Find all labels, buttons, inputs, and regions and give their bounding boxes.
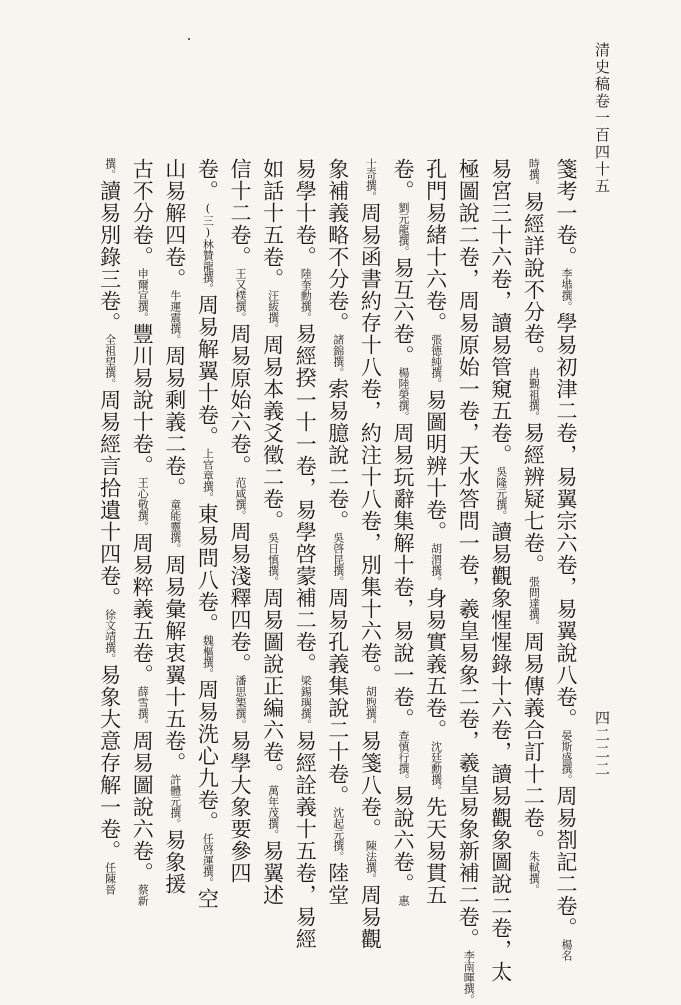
book-title-text: 周易孔義集說二十卷。: [325, 587, 350, 807]
text-column: [483, 158, 517, 983]
book-title-text: 豐川易說十卷。: [130, 323, 155, 477]
book-title-text: 易經詮義十五卷，易經: [293, 730, 318, 950]
book-title-text: 周易解翼十卷。: [195, 294, 220, 448]
text-column: [92, 158, 126, 895]
book-title-text: 陸堂: [325, 862, 350, 906]
author-annotation: 張問達撰。: [527, 576, 541, 631]
book-title-text: 周易函書約存十八卷，約注十八卷，別集十六卷。: [358, 202, 383, 686]
book-title-text: 信十二卷。: [228, 158, 252, 268]
book-title-text: 周易粹義五卷。: [130, 532, 155, 686]
book-title-text: 易箋八卷。: [358, 730, 383, 840]
book-title-text: 周易圖說六卷。: [130, 730, 155, 884]
author-annotation: 楊名: [560, 939, 573, 961]
text-column: [124, 158, 158, 906]
author-annotation: 汪紱撰。: [266, 290, 280, 334]
text-column: [352, 158, 386, 950]
author-annotation: 潘思榘撰。: [234, 675, 247, 730]
book-title-text: 山易解四卷。: [162, 158, 187, 290]
author-annotation: 陸奎勳撰。: [299, 268, 313, 323]
author-annotation: 冉覲祖撰。: [527, 367, 541, 422]
book-title-text: 箋考一卷。: [554, 158, 578, 268]
author-annotation: 徐文靖撰。: [103, 609, 117, 664]
author-annotation: 許體元撰。: [168, 774, 182, 829]
author-annotation: 范咸撰。: [234, 477, 247, 521]
author-annotation: 沈廷勳撰。: [429, 741, 443, 796]
book-title-text: 空: [195, 888, 220, 910]
author-annotation: 楊陸榮撰。: [397, 367, 410, 422]
author-annotation: 晏斯盛撰。: [560, 730, 573, 785]
author-annotation: 蔡新: [136, 884, 150, 906]
book-title-text: 周易原始六卷。: [228, 323, 252, 477]
author-annotation: 全祖望撰。: [103, 334, 117, 389]
author-annotation: 胡煦撰。: [364, 686, 378, 730]
text-column: [548, 158, 582, 961]
book-title-text: 讀易觀象惺惺錄十六卷，讀易觀象圖說二卷，太: [488, 521, 513, 983]
author-annotation: (三)林贊龍撰。: [201, 202, 215, 294]
author-annotation: 查慎行撰。: [397, 730, 410, 785]
book-title-text: 如話十五卷。: [260, 158, 285, 290]
book-title-text: 易圖明辨十卷。: [423, 389, 448, 543]
author-annotation: 任陳晉: [103, 862, 117, 895]
author-annotation: 牛運震撰。: [168, 290, 182, 345]
book-title-text: 易互六卷。: [391, 257, 415, 367]
book-title-text: 學易初津二卷，易翼宗六卷，易翼說八卷。: [554, 312, 578, 730]
book-title-text: 易學十卷。: [293, 158, 318, 268]
book-title-text: 易經詳說不分卷。: [521, 191, 546, 367]
author-annotation: 時撰。: [527, 158, 541, 191]
book-title-text: 周易彙解衷翼十五卷。: [162, 554, 187, 774]
book-title-text: 索易臆說二卷。: [325, 378, 350, 532]
author-annotation: 魏樞撰。: [201, 635, 215, 679]
book-title-text: 易象大意存解一卷。: [97, 664, 122, 862]
book-title-text: 周易淺釋四卷。: [228, 521, 252, 675]
text-column: [385, 158, 419, 906]
book-title-text: 周易本義爻徵二卷。: [260, 334, 285, 532]
author-annotation: 吳日慎撰。: [266, 532, 280, 587]
author-annotation: 士奇撰。: [364, 158, 378, 202]
text-column: [287, 158, 321, 950]
book-title-text: 易說六卷。: [391, 785, 415, 895]
running-header-title: 清史稿卷一百四十五: [593, 42, 611, 195]
author-annotation: 撰。: [103, 158, 117, 180]
book-title-text: 讀易別錄三卷。: [97, 180, 122, 334]
author-annotation: 胡渭撰。: [429, 543, 443, 587]
book-title-text: 易翼述: [260, 840, 285, 906]
text-column: [418, 158, 452, 906]
author-annotation: 萬年茂撰。: [266, 785, 280, 840]
page-number: 四二二二: [593, 710, 611, 778]
text-column: [515, 158, 549, 895]
book-title-text: 周易經言拾遺十四卷。: [97, 389, 122, 609]
book-title-text: 孔門易緒十六卷。: [423, 158, 448, 334]
author-annotation: 王又樸撰。: [234, 268, 247, 323]
book-title-text: 易經揆一十一卷，易學啓蒙補二卷。: [293, 323, 318, 675]
book-title-text: 周易剩義二卷。: [162, 345, 187, 499]
book-title-text: 周易圖說正編六卷。: [260, 587, 285, 785]
book-title-text: 東易問八卷。: [195, 503, 220, 635]
author-annotation: 李南暉撰。: [462, 950, 476, 1005]
author-annotation: 童能靈撰。: [168, 499, 182, 554]
text-column: [255, 158, 289, 906]
author-annotation: 諸錦撰。: [331, 334, 345, 378]
book-title-text: 周易玩辭集解十卷，易說一卷。: [391, 422, 415, 730]
book-title-text: 身易實義五卷。: [423, 587, 448, 741]
book-title-text: 周易觀: [358, 884, 383, 950]
author-annotation: 沈起元撰。: [331, 807, 345, 862]
author-annotation: 申爾宣撰。: [136, 268, 150, 323]
author-annotation: 李塨撰。: [560, 268, 573, 312]
author-annotation: 上官章撰。: [201, 448, 215, 503]
text-column: [189, 158, 223, 910]
text-column: [222, 158, 256, 884]
text-column: [450, 158, 484, 1005]
author-annotation: 張德純撰。: [429, 334, 443, 389]
author-annotation: 吳隆元撰。: [494, 466, 508, 521]
book-title-text: 易宮三十六卷，讀易管窺五卷。: [488, 158, 513, 466]
book-title-text: 易象援: [162, 829, 187, 895]
book-title-text: 極圖說二卷，周易原始一卷，天水答問一卷，羲皇易象二卷，羲皇易象新補二卷。: [456, 158, 481, 950]
book-title-text: 卷。: [195, 158, 220, 202]
author-annotation: 朱軾撰。: [527, 851, 541, 895]
book-title-text: 先天易貫五: [423, 796, 448, 906]
book-title-text: 易經辨疑七卷。: [521, 422, 546, 576]
text-column: [320, 158, 354, 906]
author-annotation: 吳啓昆撰。: [331, 532, 345, 587]
author-annotation: 陳法撰。: [364, 840, 378, 884]
book-title-text: 周易傳義合訂十二卷。: [521, 631, 546, 851]
book-title-text: 象補義略不分卷。: [325, 158, 350, 334]
book-title-text: 周易洗心九卷。: [195, 679, 220, 833]
text-column: [157, 158, 191, 895]
author-annotation: 薛雪撰。: [136, 686, 150, 730]
speck-mark: [188, 38, 190, 40]
author-annotation: 劉元龍撰。: [397, 202, 410, 257]
author-annotation: 任啓運撰。: [201, 833, 215, 888]
book-title-text: 易學大象要參四: [228, 730, 252, 884]
book-title-text: 周易剳記二卷。: [554, 785, 578, 939]
book-title-text: 古不分卷。: [130, 158, 155, 268]
author-annotation: 王心敬撰。: [136, 477, 150, 532]
author-annotation: 梁錫璵撰。: [299, 675, 313, 730]
book-title-text: 卷。: [391, 158, 415, 202]
author-annotation: 惠: [397, 895, 410, 906]
